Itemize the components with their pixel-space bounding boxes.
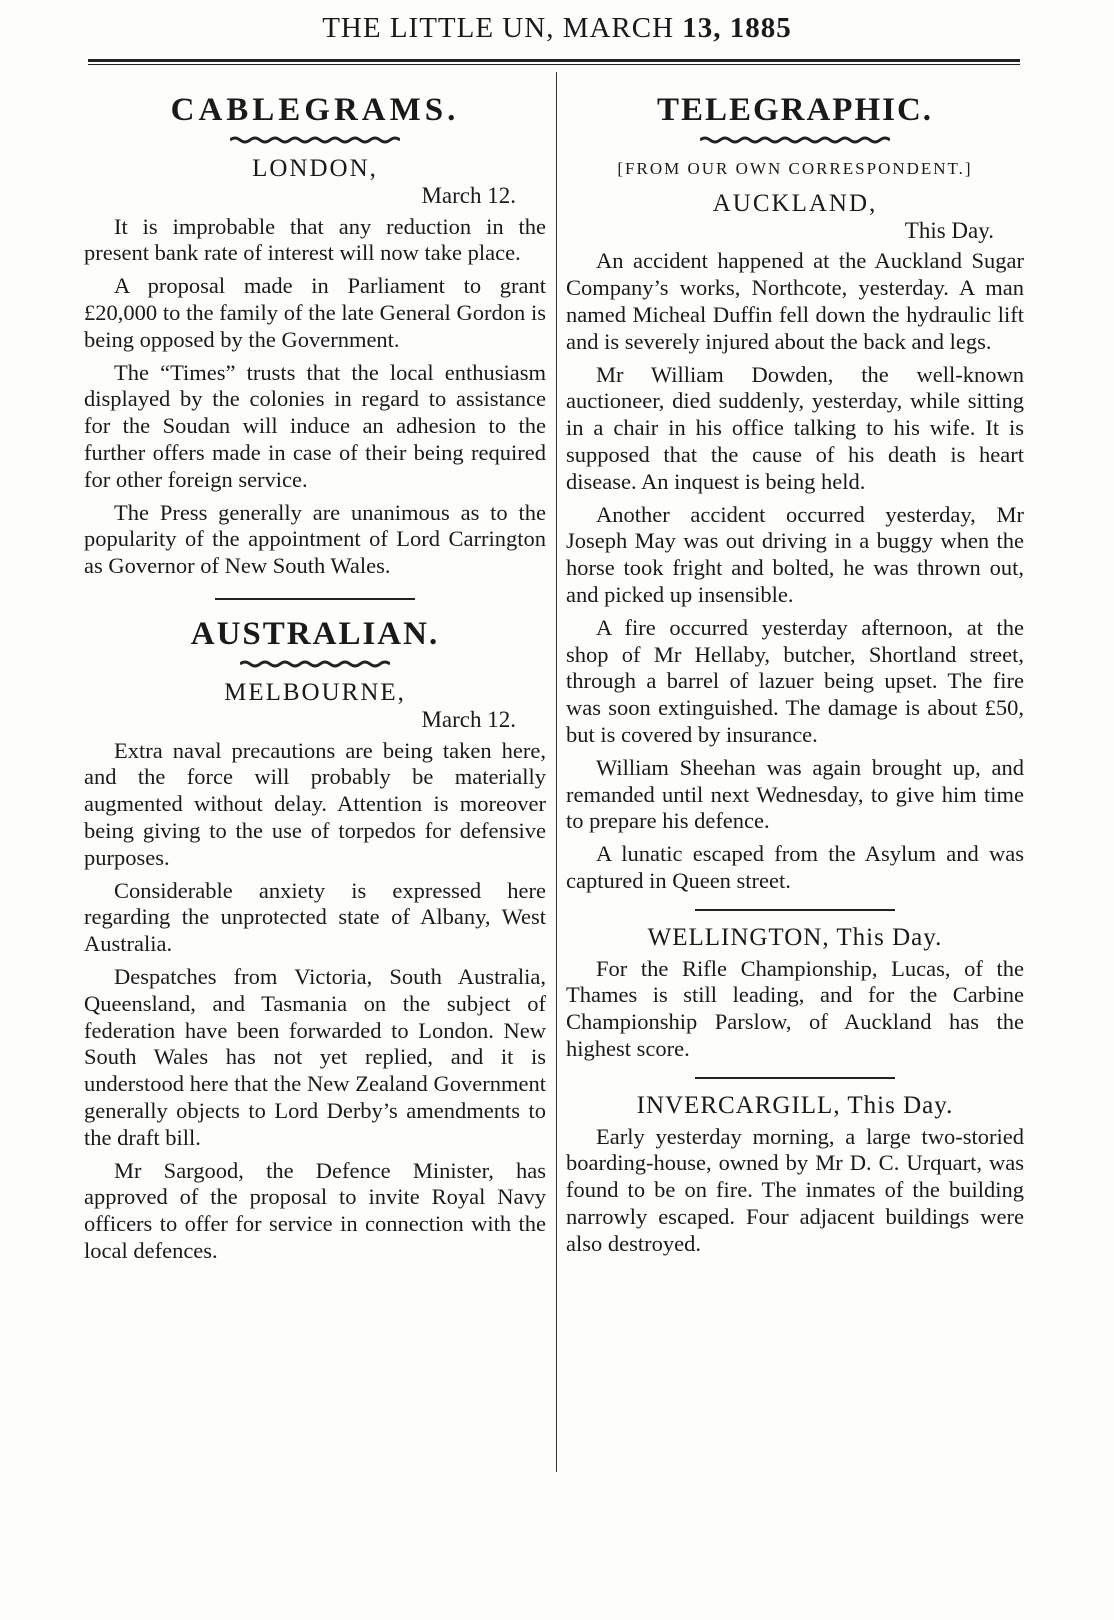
auckland-paragraph: A lunatic escaped from the Asylum and was captured in Queen street. xyxy=(566,841,1024,893)
melbourne-date: March 12. xyxy=(421,706,516,732)
auckland-paragraph: William Sheehan was again brought up, and remanded until next Wednesday, to give him time to prepare his defence. xyxy=(566,754,1024,834)
london-place: LONDON, xyxy=(252,155,378,182)
melbourne-paragraph: Extra naval precautions are being taken here, and the force will probably be materially augmented without delay. Attention is moreover being giving to the use of torpedos for defensive purposes. xyxy=(84,737,546,870)
auckland-place: AUCKLAND, xyxy=(712,189,878,217)
left-column xyxy=(84,80,546,1271)
wavy-rule xyxy=(700,136,890,144)
invercargill-paragraph: Early yesterday morning, a large two-storied boarding-house, owned by Mr D. C. Urquart, was found to be on fire. The inmates of the building narrowly escaped. Four adjacent buildings were also destroyed. xyxy=(566,1123,1024,1256)
invercargill-place: INVERCARGILL, This Day. xyxy=(636,1091,954,1119)
wavy-rule xyxy=(240,660,390,668)
section-rule xyxy=(695,909,895,911)
masthead-title: THE LITTLE UN, MARCH xyxy=(322,12,675,44)
wavy-rule xyxy=(230,136,400,144)
section-rule xyxy=(215,598,415,600)
melbourne-paragraph: Despatches from Victoria, South Australia, Queensland, and Tasmania on the subject of federation have been forwarded to London. New South Wales has not yet replied, and it is understood here that the New Zealand Government generally objects to Lord Derby’s amendments to the draft bill. xyxy=(84,963,546,1150)
wellington-paragraph: For the Rifle Championship, Lucas, of the Thames is still leading, and for the Carbine Championship Parslow, of Auckland has the highest score. xyxy=(566,955,1024,1061)
london-paragraph: The “Times” trusts that the local enthusiasm displayed by the colonies in regard to assistance for the Soudan will induce an adhesion to the further offers made in case of their being required for other foreign service. xyxy=(84,359,546,492)
right-column xyxy=(566,80,1024,1263)
wellington-place: WELLINGTON, This Day. xyxy=(647,923,943,951)
london-date: March 12. xyxy=(421,182,516,208)
melbourne-paragraph: Considerable anxiety is expressed here regarding the unprotected state of Albany, West Australia. xyxy=(84,877,546,957)
melbourne-paragraph: Mr Sargood, the Defence Minister, has approved of the proposal to invite Royal Navy officers to offer for service in connection with the local defences. xyxy=(84,1157,546,1263)
telegraphic-heading: TELEGRAPHIC. xyxy=(656,92,934,128)
cablegrams-heading: CABLEGRAMS. xyxy=(170,92,460,128)
auckland-paragraph: An accident happened at the Auckland Sugar Company’s works, Northcote, yesterday. A man named Micheal Duffin fell down the hydraulic lift and is severely injured about the back and legs. xyxy=(566,248,1024,354)
melbourne-place: MELBOURNE, xyxy=(224,678,406,706)
section-rule xyxy=(695,1077,895,1079)
masthead-day: 13, xyxy=(682,12,722,44)
london-paragraph: It is improbable that any reduction in the present bank rate of interest will now take place. xyxy=(84,213,546,266)
auckland-paragraph: Another accident occurred yesterday, Mr Joseph May was out driving in a buggy when the horse took fright and bolted, he was thrown out, and picked up insensible. xyxy=(566,501,1024,607)
australian-heading: AUSTRALIAN. xyxy=(190,615,440,652)
london-paragraph: A proposal made in Parliament to grant £20,000 to the family of the late General Gordon is being opposed by the Government. xyxy=(84,273,546,352)
auckland-paragraph: A fire occurred yesterday afternoon, at the shop of Mr Hellaby, butcher, Shortland street, through a barrel of lazuer being upset. The fire was soon extinguished. The damage is about £50, but is covered by insurance. xyxy=(566,614,1024,747)
masthead xyxy=(0,12,1114,45)
column-divider xyxy=(556,72,557,1472)
masthead-year: 1885 xyxy=(729,12,792,44)
auckland-paragraph: Mr William Dowden, the well-known auctioneer, died suddenly, yesterday, while sitting in a chair in his office talking to his wife. It is supposed that the cause of his death is heart disease. An inquest is being held. xyxy=(566,361,1024,494)
auckland-date: This Day. xyxy=(904,217,994,243)
masthead-rule xyxy=(88,59,1020,65)
london-paragraph: The Press generally are unanimous as to the popularity of the appointment of Lord Carrington as Governor of New South Wales. xyxy=(84,499,546,579)
correspondent-note: [FROM OUR OWN CORRESPONDENT.] xyxy=(617,159,973,178)
